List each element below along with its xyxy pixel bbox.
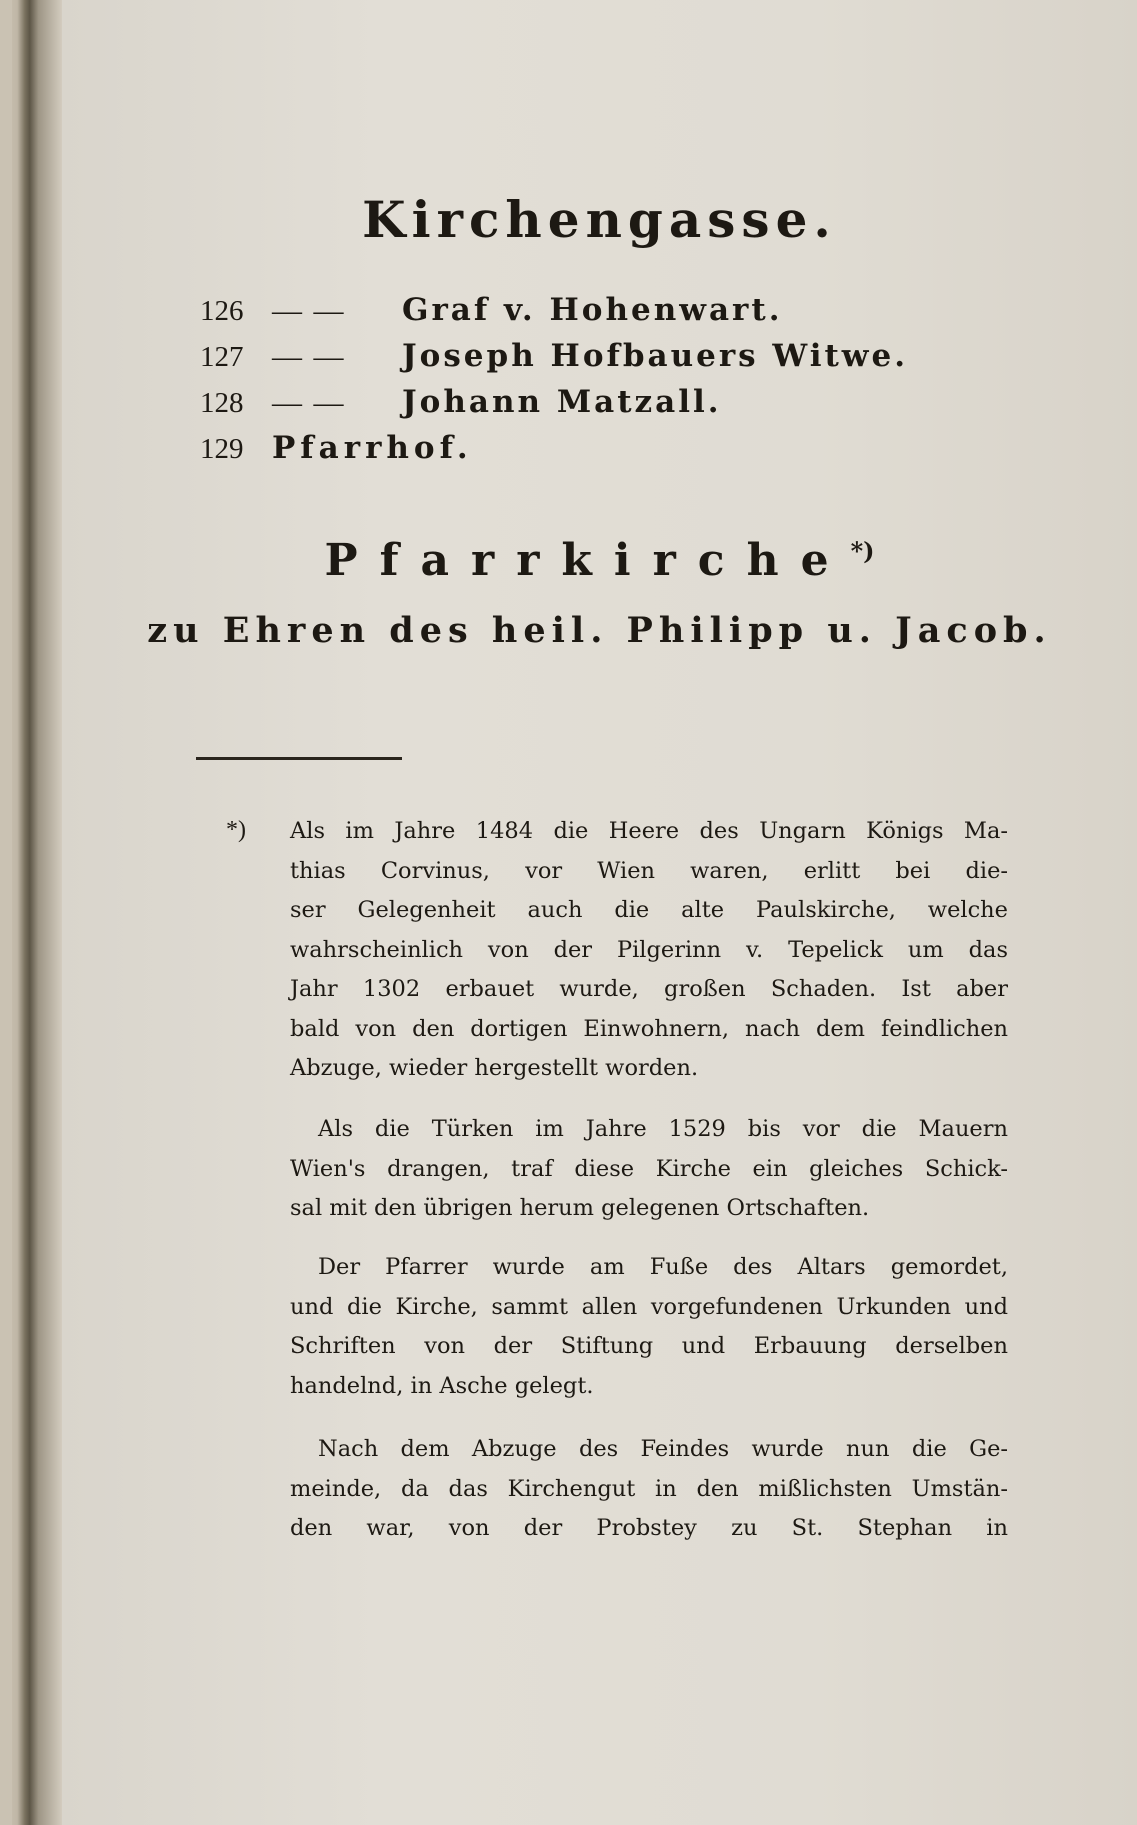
footnote-paragraph bbox=[290, 1248, 1008, 1406]
house-entry bbox=[200, 338, 1040, 382]
text-line: handelnd, in Asche gelegt. bbox=[290, 1372, 594, 1399]
text-line: thias Corvinus, vor Wien waren, erlitt bei die- bbox=[290, 857, 1008, 884]
footnote-paragraph bbox=[290, 812, 1008, 1089]
book-binding-gutter bbox=[0, 0, 62, 1825]
house-number: 126 bbox=[200, 295, 244, 327]
ditto-dashes: — — bbox=[272, 386, 346, 419]
footnote-paragraph bbox=[290, 1430, 1008, 1549]
footnote-marker: *) bbox=[226, 817, 246, 843]
text-line: Als im Jahre 1484 die Heere des Ungarn Königs Ma- bbox=[290, 818, 1008, 844]
footnote-paragraph bbox=[290, 1110, 1008, 1229]
owner-name: Johann Matzall. bbox=[402, 384, 722, 420]
page-title: Kirchengasse. bbox=[362, 190, 837, 249]
house-entry bbox=[200, 292, 1040, 336]
owner-name: Graf v. Hohenwart. bbox=[402, 292, 783, 328]
text-line: und die Kirche, sammt allen vorgefundenen Urkunden und bbox=[290, 1293, 1008, 1320]
house-number: 127 bbox=[200, 341, 244, 373]
text-line: den war, von der Probstey zu St. Stephan in bbox=[290, 1515, 1008, 1541]
text-line: bald von den dortigen Einwohnern, nach dem feindlichen bbox=[290, 1015, 1008, 1042]
text-line: Wien's drangen, traf diese Kirche ein gleiches Schick- bbox=[290, 1155, 1008, 1182]
ditto-dashes: — — bbox=[272, 294, 346, 327]
binding-edge bbox=[0, 0, 12, 1825]
text-line: Als die Türken im Jahre 1529 bis vor die Mauern bbox=[318, 1116, 1008, 1142]
house-number: 128 bbox=[200, 387, 244, 419]
owner-name: Joseph Hofbauers Witwe. bbox=[402, 338, 908, 374]
text-line: Jahr 1302 erbauet wurde, großen Schaden. Ist aber bbox=[290, 976, 1008, 1002]
text-line: wahrscheinlich von der Pilgerinn v. Tepelick um das bbox=[290, 936, 1008, 963]
church-dedication: zu Ehren des heil. Philipp u. Jacob. bbox=[147, 610, 1052, 651]
house-number: 129 bbox=[200, 433, 244, 465]
footnote-reference: *) bbox=[850, 536, 875, 566]
church-heading-text: Pfarrkirche bbox=[324, 535, 851, 586]
text-line: Abzuge, wieder hergestellt worden. bbox=[290, 1055, 699, 1081]
text-line: meinde, da das Kirchengut in den mißlichsten Umstän- bbox=[290, 1475, 1008, 1502]
text-line: ser Gelegenheit auch die alte Paulskirche, welche bbox=[290, 897, 1008, 923]
house-entry bbox=[200, 384, 1040, 428]
footnote-rule bbox=[196, 757, 402, 760]
ditto-dashes: — — bbox=[272, 340, 346, 373]
church-heading bbox=[62, 535, 1137, 586]
owner-name: Pfarrhof. bbox=[272, 430, 473, 466]
house-entry bbox=[200, 430, 1040, 474]
text-line: Nach dem Abzuge des Feindes wurde nun die Ge- bbox=[318, 1436, 1008, 1462]
text-line: sal mit den übrigen herum gelegenen Ortschaften. bbox=[290, 1195, 870, 1221]
text-line: Der Pfarrer wurde am Fuße des Altars gemordet, bbox=[318, 1254, 1008, 1280]
text-line: Schriften von der Stiftung und Erbauung derselben bbox=[290, 1333, 1008, 1359]
